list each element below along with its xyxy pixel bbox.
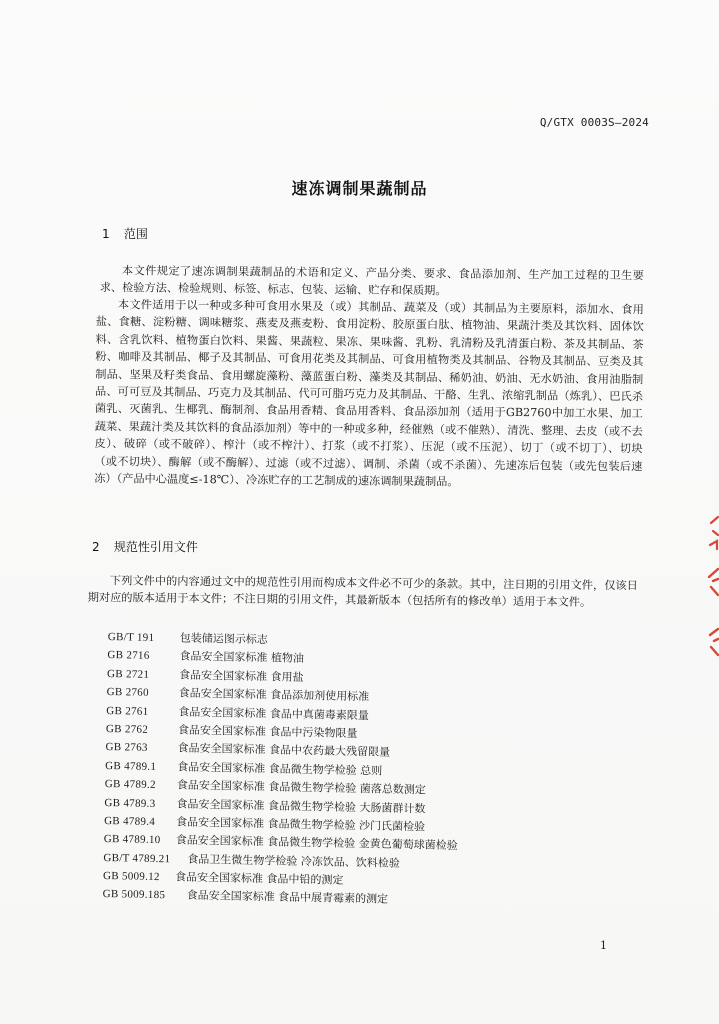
reference-code: GB 5009.12 — [102, 870, 160, 884]
section-number: 2 — [92, 540, 100, 554]
reference-code: GB 5009.185 — [102, 888, 166, 902]
section-heading-normative-references — [92, 538, 198, 555]
seal-stamp-edge — [705, 505, 719, 805]
reference-code: GB 4789.1 — [105, 759, 157, 773]
section-title: 规范性引用文件 — [113, 540, 198, 554]
reference-code: GB 2762 — [105, 722, 149, 736]
reference-title: 食品安全国家标准 食品微生物学检验 沙门氏菌检验 — [175, 815, 426, 834]
scope-paragraph-2: 本文件适用于以一种或多种可食用水果及（或）其制品、蔬菜及（或）其制品为主要原料，添加水、食用盐、食糖、淀粉糖、调味糖浆、燕麦及燕麦粉、食用淀粉、胶原蛋白肽、植物油、果蔬汁类及其饮料、固体饮料、含乳饮料、植物蛋白饮料、果酱、果蔬粒、果冻、果味酱、乳粉、乳清粉及乳清蛋白粉、茶及其制品、茶粉、咖啡及其制品、椰子及其制品、可食用花类及其制品、可食用植物类及其制品、谷物及其制品、豆类及其制品、坚果及籽类食品、食用螺旋藻粉、藻蓝蛋白粉、藻类及其制品、稀奶油、奶油、无水奶油、食用油脂制品、可可豆及其制品、巧克力及其制品、代可可脂巧克力及其制品、干酪、生乳、浓缩乳制品（炼乳）、巴氏杀菌乳、灭菌乳、生椰乳、酶制剂、食品用香精、食品用香料、食品添加剂（适用于GB2760中加工水果、加工蔬菜、果蔬汁类及其饮料的食品添加剂）等中的一种或多种，经催熟（或不催熟）、清洗、整理、去皮（或不去皮）、破碎（或不破碎）、榨汁（或不榨汁）、打浆（或不打浆）、压泥（或不压泥）、切丁（或不切丁）、切块（或不切块）、酶解（或不酶解）、过滤（或不过滤）、调制、杀菌（或不杀菌）、先速冻后包装（或先包装后速冻）（产品中心温度≤-18℃）、冷冻贮存的工艺制成的速冻调制果蔬制品。 — [94, 298, 644, 489]
reference-code: GB 4789.10 — [103, 833, 161, 847]
reference-title: 食品安全国家标准 食品中真菌毒素限量 — [178, 704, 369, 722]
scope-paragraph-1: 本文件规定了速冻调制果蔬制品的术语和定义、产品分类、要求、食品添加剂、生产加工过程的卫生要求、检验方法、检验规则、标签、标志、包装、运输、贮存和保质期。 — [99, 264, 644, 298]
section-heading-scope — [102, 225, 148, 242]
reference-list — [102, 628, 587, 913]
reference-title: 食品安全国家标准 食品微生物学检验 菌落总数测定 — [176, 778, 426, 797]
reference-title: 食品安全国家标准 食用盐 — [178, 668, 304, 684]
reference-code: GB 4789.3 — [104, 796, 156, 810]
reference-title: 食品安全国家标准 食品中农药最大残留限量 — [177, 741, 391, 760]
reference-code: GB 4789.4 — [104, 814, 156, 828]
reference-title: 食品安全国家标准 食品微生物学检验 总则 — [177, 760, 383, 778]
reference-title: 食品安全国家标准 食品中铅的测定 — [174, 870, 344, 887]
reference-code: GB/T 191 — [107, 630, 155, 644]
reference-title: 包装储运图示标志 — [179, 631, 268, 647]
reference-title: 食品安全国家标准 食品中污染物限量 — [177, 723, 358, 740]
page-number: 1 — [600, 939, 607, 952]
reference-title: 食品安全国家标准 食品添加剂使用标准 — [178, 686, 370, 704]
reference-title: 食品安全国家标准 植物油 — [179, 649, 305, 666]
reference-title: 食品安全国家标准 食品微生物学检验 金黄色葡萄球菌检验 — [175, 833, 458, 853]
reference-code: GB 2716 — [107, 649, 150, 663]
document-title: 速冻调制果蔬制品 — [291, 179, 428, 198]
reference-title: 食品安全国家标准 食品中展青霉素的测定 — [186, 889, 389, 907]
reference-code: GB 2761 — [106, 704, 149, 718]
standard-code: Q/GTX 0003S—2024 — [539, 116, 649, 129]
section-number: 1 — [102, 227, 110, 241]
reference-title: 食品安全国家标准 食品微生物学检验 大肠菌群计数 — [176, 796, 426, 815]
section-title: 范围 — [123, 227, 148, 241]
reference-code: GB 2760 — [106, 686, 149, 700]
reference-code: GB/T 4789.21 — [103, 851, 171, 865]
reference-code: GB 2763 — [105, 741, 148, 755]
reference-title: 食品卫生微生物学检验 冷冻饮品、饮料检验 — [187, 852, 400, 870]
reference-code: GB 4789.2 — [104, 778, 156, 792]
reference-code: GB 2721 — [106, 667, 150, 681]
references-intro-paragraph: 下列文件中的内容通过文中的规范性引用而构成本文件必不可少的条款。其中，注日期的引用文件，仅该日期对应的版本适用于本文件；不注日期的引用文件，其最新版本（包括所有的修改单）适用于本文件。 — [87, 574, 638, 610]
